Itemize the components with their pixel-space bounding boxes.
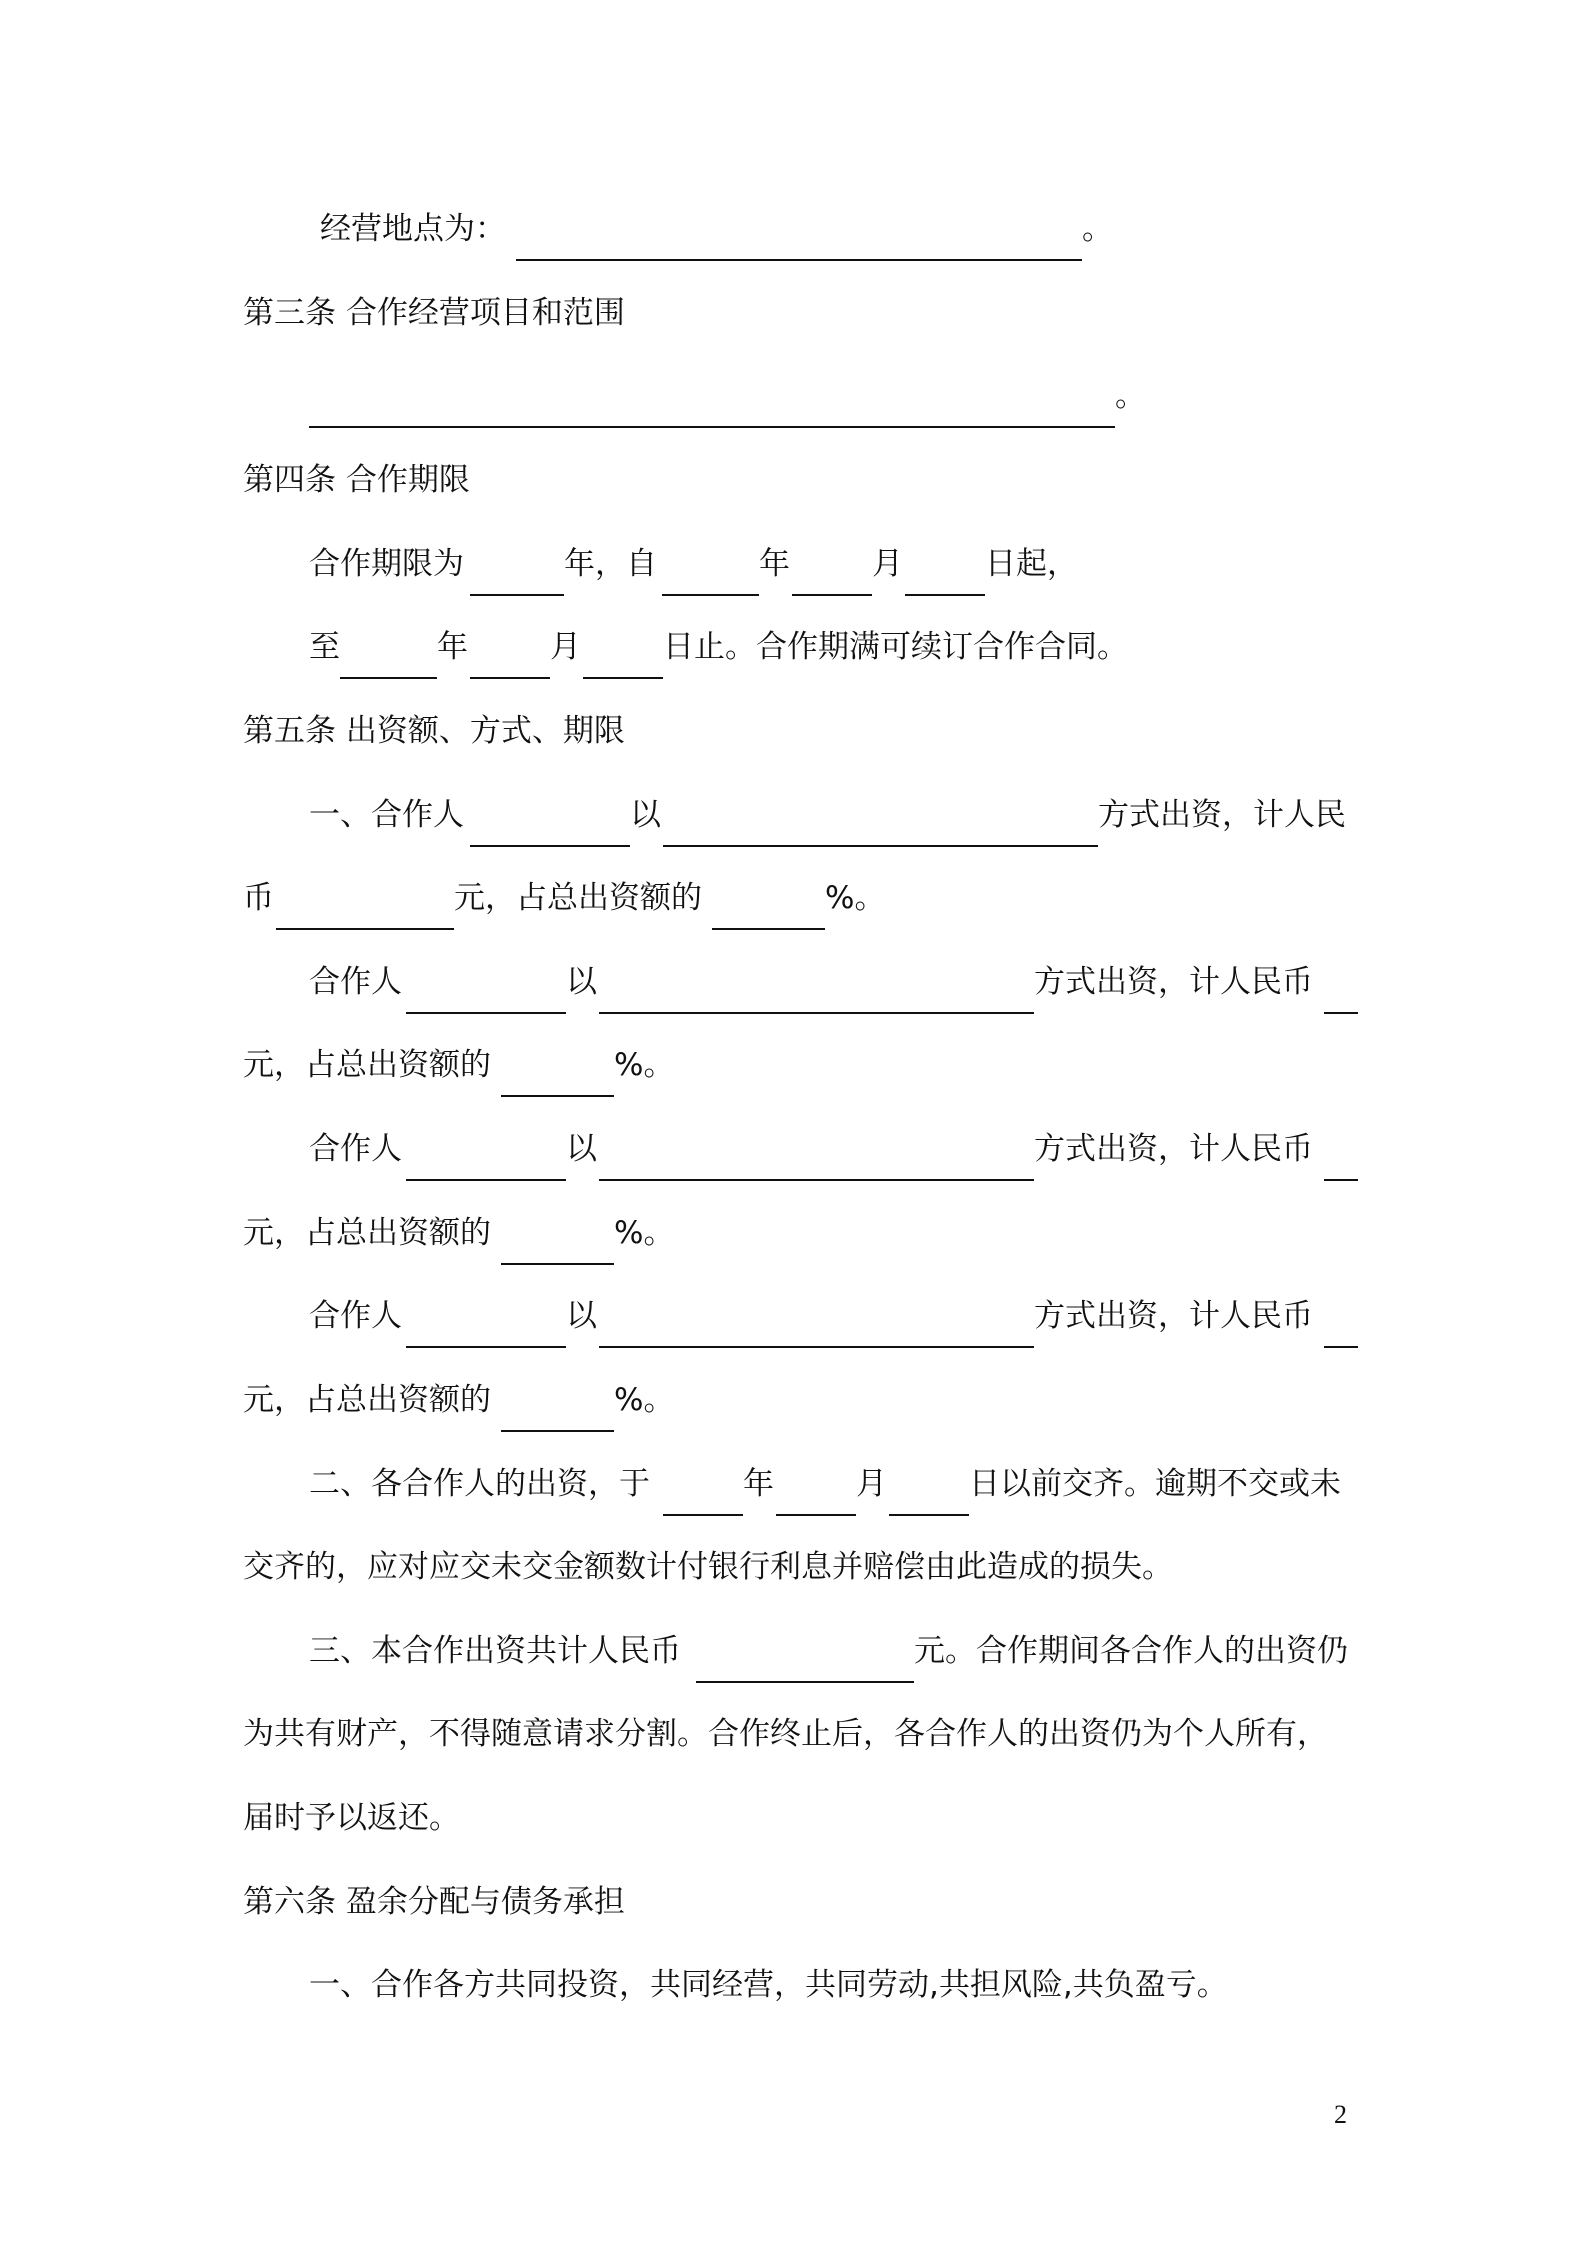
blank-field bbox=[516, 199, 1082, 261]
text: %。 bbox=[614, 1215, 675, 1251]
text: %。 bbox=[825, 880, 886, 916]
text: 元，占总出资额的 bbox=[243, 1215, 491, 1251]
text: 元，占总出资额的 bbox=[454, 880, 702, 916]
text: 届时予以返还。 bbox=[243, 1800, 460, 1836]
contribution-3-line-2 bbox=[0, 1203, 1586, 1263]
text: 第四条 合作期限 bbox=[243, 462, 470, 498]
business-location-line bbox=[0, 199, 1586, 259]
text: 方式出资，计人民 bbox=[1098, 797, 1346, 833]
text: 。 bbox=[1082, 211, 1113, 247]
text: 方式出资，计人民币 bbox=[1034, 1298, 1313, 1334]
blank-field bbox=[406, 1119, 566, 1181]
text: 以 bbox=[566, 964, 597, 1000]
article-4-heading bbox=[0, 450, 1586, 510]
blank-field bbox=[406, 952, 566, 1014]
text: 年 bbox=[437, 629, 468, 665]
blank-field bbox=[776, 1454, 856, 1516]
profit-sharing-line bbox=[0, 1955, 1586, 2015]
blank-field bbox=[599, 952, 1034, 1014]
page-number: 2 bbox=[1334, 2100, 1347, 2129]
text: 月 bbox=[856, 1466, 887, 1502]
text: 合作期限为 bbox=[309, 546, 464, 582]
text: 第三条 合作经营项目和范围 bbox=[243, 295, 625, 331]
blank-field bbox=[1324, 1286, 1358, 1348]
blank-field bbox=[663, 1454, 743, 1516]
text: 以 bbox=[566, 1298, 597, 1334]
blank-field bbox=[696, 1621, 914, 1683]
term-line-2 bbox=[0, 617, 1586, 677]
contribution-2-line-2 bbox=[0, 1035, 1586, 1095]
blank-field bbox=[792, 534, 872, 596]
blank-field bbox=[1324, 952, 1358, 1014]
text: %。 bbox=[614, 1382, 675, 1418]
blank-field bbox=[1324, 1119, 1358, 1181]
term-line-1 bbox=[0, 534, 1586, 594]
text: 日起， bbox=[985, 546, 1078, 582]
article-3-heading bbox=[0, 283, 1586, 343]
blank-field bbox=[276, 868, 454, 930]
blank-field bbox=[663, 785, 1098, 847]
blank-field bbox=[662, 534, 759, 596]
text: 交齐的，应对应交未交金额数计付银行利息并赔偿由此造成的损失。 bbox=[243, 1549, 1173, 1585]
text: 第五条 出资额、方式、期限 bbox=[243, 713, 625, 749]
article-6-heading bbox=[0, 1872, 1586, 1932]
text: 元。合作期间各合作人的出资仍 bbox=[914, 1633, 1348, 1669]
text: 年 bbox=[743, 1466, 774, 1502]
text: 方式出资，计人民币 bbox=[1034, 1131, 1313, 1167]
text: 以 bbox=[630, 797, 661, 833]
blank-field bbox=[712, 868, 825, 930]
total-contribution-line-3 bbox=[0, 1788, 1586, 1848]
contribution-3-line-1 bbox=[0, 1119, 1586, 1179]
text: 至 bbox=[309, 629, 340, 665]
blank-field bbox=[340, 617, 437, 679]
text: 元，占总出资额的 bbox=[243, 1382, 491, 1418]
business-scope-line bbox=[0, 366, 1586, 426]
blank-field bbox=[583, 617, 663, 679]
blank-field bbox=[470, 785, 630, 847]
blank-field bbox=[470, 617, 550, 679]
text: 月 bbox=[550, 629, 581, 665]
text: 合作人 bbox=[309, 964, 402, 1000]
total-contribution-line-2 bbox=[0, 1704, 1586, 1764]
text: 合作人 bbox=[309, 1131, 402, 1167]
text: 日以前交齐。逾期不交或未 bbox=[969, 1466, 1341, 1502]
contribution-1-line-2 bbox=[0, 868, 1586, 928]
text: 以 bbox=[566, 1131, 597, 1167]
contribution-4-line-2 bbox=[0, 1370, 1586, 1430]
text: 二、各合作人的出资，于 bbox=[309, 1466, 650, 1502]
article-5-heading bbox=[0, 701, 1586, 761]
text: 年 bbox=[759, 546, 790, 582]
payment-deadline-line-1 bbox=[0, 1454, 1586, 1514]
blank-field bbox=[406, 1286, 566, 1348]
text: 为共有财产，不得随意请求分割。合作终止后，各合作人的出资仍为个人所有， bbox=[243, 1716, 1328, 1752]
blank-field bbox=[599, 1119, 1034, 1181]
blank-field bbox=[501, 1370, 614, 1432]
text: 年，自 bbox=[564, 546, 657, 582]
blank-field bbox=[905, 534, 985, 596]
text: 月 bbox=[872, 546, 903, 582]
text: %。 bbox=[614, 1047, 675, 1083]
contribution-2-line-1 bbox=[0, 952, 1586, 1012]
total-contribution-line-1 bbox=[0, 1621, 1586, 1681]
contribution-1-line-1 bbox=[0, 785, 1586, 845]
blank-field bbox=[501, 1203, 614, 1265]
text: 币 bbox=[243, 880, 274, 916]
text: 一、合作各方共同投资，共同经营，共同劳动,共担风险,共负盈亏。 bbox=[309, 1967, 1228, 2003]
blank-field bbox=[501, 1035, 614, 1097]
payment-deadline-line-2 bbox=[0, 1537, 1586, 1597]
text: 元，占总出资额的 bbox=[243, 1047, 491, 1083]
text: 日止。合作期满可续订合作合同。 bbox=[663, 629, 1128, 665]
blank-field bbox=[889, 1454, 969, 1516]
text: 。 bbox=[1115, 378, 1146, 414]
contribution-4-line-1 bbox=[0, 1286, 1586, 1346]
text: 三、本合作出资共计人民币 bbox=[309, 1633, 681, 1669]
blank-field bbox=[599, 1286, 1034, 1348]
text: 方式出资，计人民币 bbox=[1034, 964, 1313, 1000]
text: 经营地点为： bbox=[320, 211, 506, 247]
text: 第六条 盈余分配与债务承担 bbox=[243, 1884, 625, 1920]
blank-field bbox=[309, 366, 1115, 428]
blank-field bbox=[470, 534, 564, 596]
text: 合作人 bbox=[309, 1298, 402, 1334]
text: 一、合作人 bbox=[309, 797, 464, 833]
